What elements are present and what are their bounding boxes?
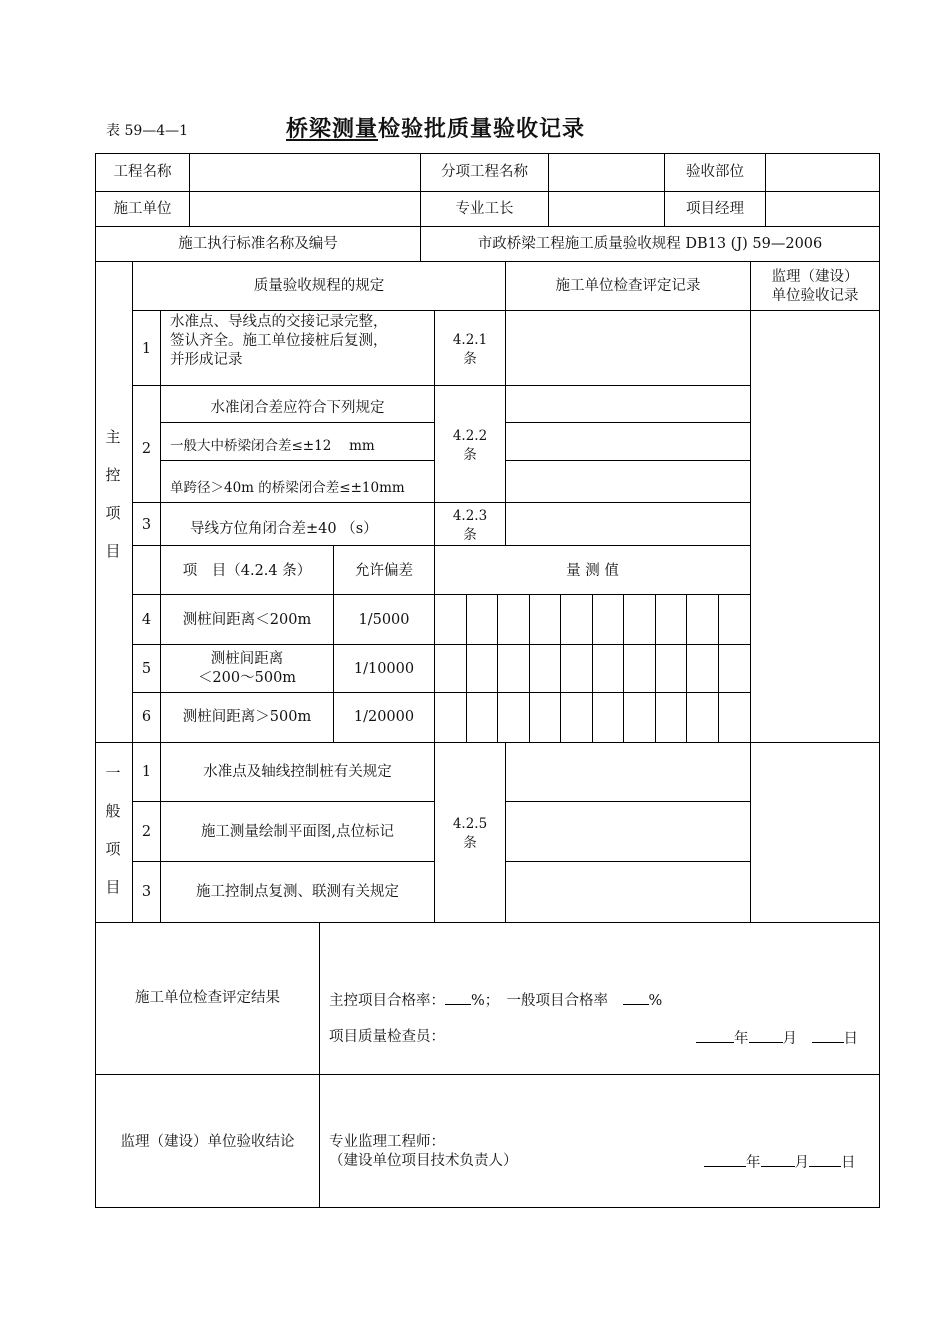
supervisor-record-line1: 监理（建设） <box>771 269 859 285</box>
item3-clause-no: 4.2.3 <box>452 508 488 524</box>
item1-text-line2: 签认齐全。施工单位接桩后复测， <box>170 333 388 349</box>
measure-item-header: 项 目（4.2.4 条） <box>182 563 312 579</box>
item2-no: 2 <box>141 441 152 457</box>
item3-clause-suffix: 条 <box>463 527 477 543</box>
main-rate-blank[interactable] <box>445 990 471 1005</box>
project-name-label: 工程名称 <box>113 164 172 180</box>
unit-record-header: 施工单位检查评定记录 <box>555 278 701 294</box>
general-group-char-3: 项 <box>105 840 121 858</box>
result-month-label: 月 <box>782 1031 797 1047</box>
item2-heading: 水准闭合差应符合下列规定 <box>210 400 385 416</box>
item2-clause <box>435 427 505 465</box>
main-group-label <box>101 428 125 580</box>
item1-clause-no: 4.2.1 <box>452 332 488 348</box>
conclusion-day-label: 日 <box>841 1155 856 1171</box>
item1-text <box>170 313 388 370</box>
conclusion-date <box>704 1152 856 1173</box>
measure-row5-tolerance: 1/10000 <box>353 661 415 677</box>
item2-clause-suffix: 条 <box>463 447 477 463</box>
conclusion-year-label: 年 <box>746 1155 761 1171</box>
general-group-char-1: 一 <box>105 764 121 782</box>
general-group-label <box>101 764 125 916</box>
project-manager-label: 项目经理 <box>686 201 744 217</box>
measure-row5-name <box>161 650 333 688</box>
owner-label: （建设单位项目技术负责人） <box>329 1153 518 1169</box>
measure-values-header: 量 测 值 <box>566 563 619 579</box>
item3-no: 3 <box>141 517 152 533</box>
general-row2-no: 2 <box>141 824 152 840</box>
item1-no: 1 <box>141 341 152 357</box>
conclusion-label: 监理（建设）单位验收结论 <box>120 1134 295 1150</box>
general-group-char-2: 般 <box>105 802 121 820</box>
title-underlined: 桥梁测量 <box>286 117 379 142</box>
result-day-blank[interactable] <box>812 1028 844 1043</box>
general-clause-no: 4.2.5 <box>452 816 488 832</box>
general-rate-percent: % <box>648 993 663 1009</box>
standard-label: 施工执行标准名称及编号 <box>178 236 338 252</box>
measure-row4-name: 测桩间距离＜200m <box>182 612 312 628</box>
general-row3-no: 3 <box>141 884 152 900</box>
supervisor-record-header <box>751 268 879 306</box>
measure-tolerance-header: 允许偏差 <box>355 563 413 579</box>
general-rate-blank[interactable] <box>623 990 649 1005</box>
main-group-char-4: 目 <box>105 542 121 560</box>
general-clause <box>435 815 505 853</box>
sub-project-label: 分项工程名称 <box>441 164 528 180</box>
main-rate-percent: %； <box>471 993 493 1009</box>
acceptance-part-label: 验收部位 <box>686 164 744 180</box>
measure-row4-no: 4 <box>141 612 152 628</box>
item1-text-line3: 并形成记录 <box>170 352 243 368</box>
main-group-char-2: 控 <box>105 466 121 484</box>
item2-line2: 单跨径＞40m 的桥梁闭合差≤±10mm <box>170 480 405 496</box>
main-group-char-3: 项 <box>105 504 121 522</box>
measure-row6-name: 测桩间距离＞500m <box>182 709 312 725</box>
inspector-label: 项目质量检查员： <box>329 1029 445 1045</box>
conclusion-year-blank[interactable] <box>704 1152 746 1167</box>
main-group-char-1: 主 <box>105 428 121 446</box>
result-date <box>696 1028 858 1049</box>
result-year-blank[interactable] <box>696 1028 734 1043</box>
main-rate-prefix: 主控项目合格率： <box>329 993 445 1009</box>
general-row1-text: 水准点及轴线控制桩有关规定 <box>203 764 392 780</box>
item1-text-line1: 水准点、导线点的交接记录完整， <box>170 314 388 330</box>
title-rest: 检验批质量验收记录 <box>378 117 586 142</box>
measure-row5-no: 5 <box>141 661 152 677</box>
foreman-label: 专业工长 <box>455 201 514 217</box>
engineer-label: 专业监理工程师： <box>329 1134 445 1150</box>
result-rates <box>329 990 662 1011</box>
spec-header: 质量验收规程的规定 <box>253 278 385 294</box>
measure-row6-no: 6 <box>141 709 152 725</box>
item2-line1: 一般大中桥梁闭合差≤±12 mm <box>170 438 375 454</box>
measure-row4-tolerance: 1/5000 <box>358 612 410 628</box>
general-rate-prefix: 一般项目合格率 <box>506 993 609 1009</box>
general-row2-text: 施工测量绘制平面图,点位标记 <box>200 824 395 840</box>
form-code: 表 59—4—1 <box>106 123 189 139</box>
general-row3-text: 施工控制点复测、联测有关规定 <box>196 884 399 900</box>
result-day-label: 日 <box>843 1031 858 1047</box>
general-row1-no: 1 <box>141 764 152 780</box>
conclusion-day-blank[interactable] <box>809 1152 841 1167</box>
conclusion-month-blank[interactable] <box>761 1152 795 1167</box>
measure-row5-name-line2: ＜200～500m <box>197 670 297 686</box>
result-label: 施工单位检查评定结果 <box>135 990 280 1006</box>
conclusion-month-label: 月 <box>794 1155 809 1171</box>
item3-clause <box>435 507 505 545</box>
general-clause-suffix: 条 <box>463 835 477 851</box>
construction-unit-label: 施工单位 <box>113 201 172 217</box>
item1-clause <box>435 331 505 369</box>
standard-value: 市政桥梁工程施工质量验收规程 DB13 (J) 59—2006 <box>477 236 823 252</box>
item3-text: 导线方位角闭合差±40 （s） <box>190 521 378 537</box>
result-year-label: 年 <box>734 1031 749 1047</box>
page-title <box>286 112 585 143</box>
item2-clause-no: 4.2.2 <box>452 428 488 444</box>
measure-row5-name-line1: 测桩间距离 <box>210 651 284 667</box>
general-group-char-4: 目 <box>105 878 121 896</box>
result-month-blank[interactable] <box>749 1028 783 1043</box>
supervisor-record-line2: 单位验收记录 <box>771 288 859 304</box>
measure-row6-tolerance: 1/20000 <box>353 709 415 725</box>
item1-clause-suffix: 条 <box>463 351 477 367</box>
